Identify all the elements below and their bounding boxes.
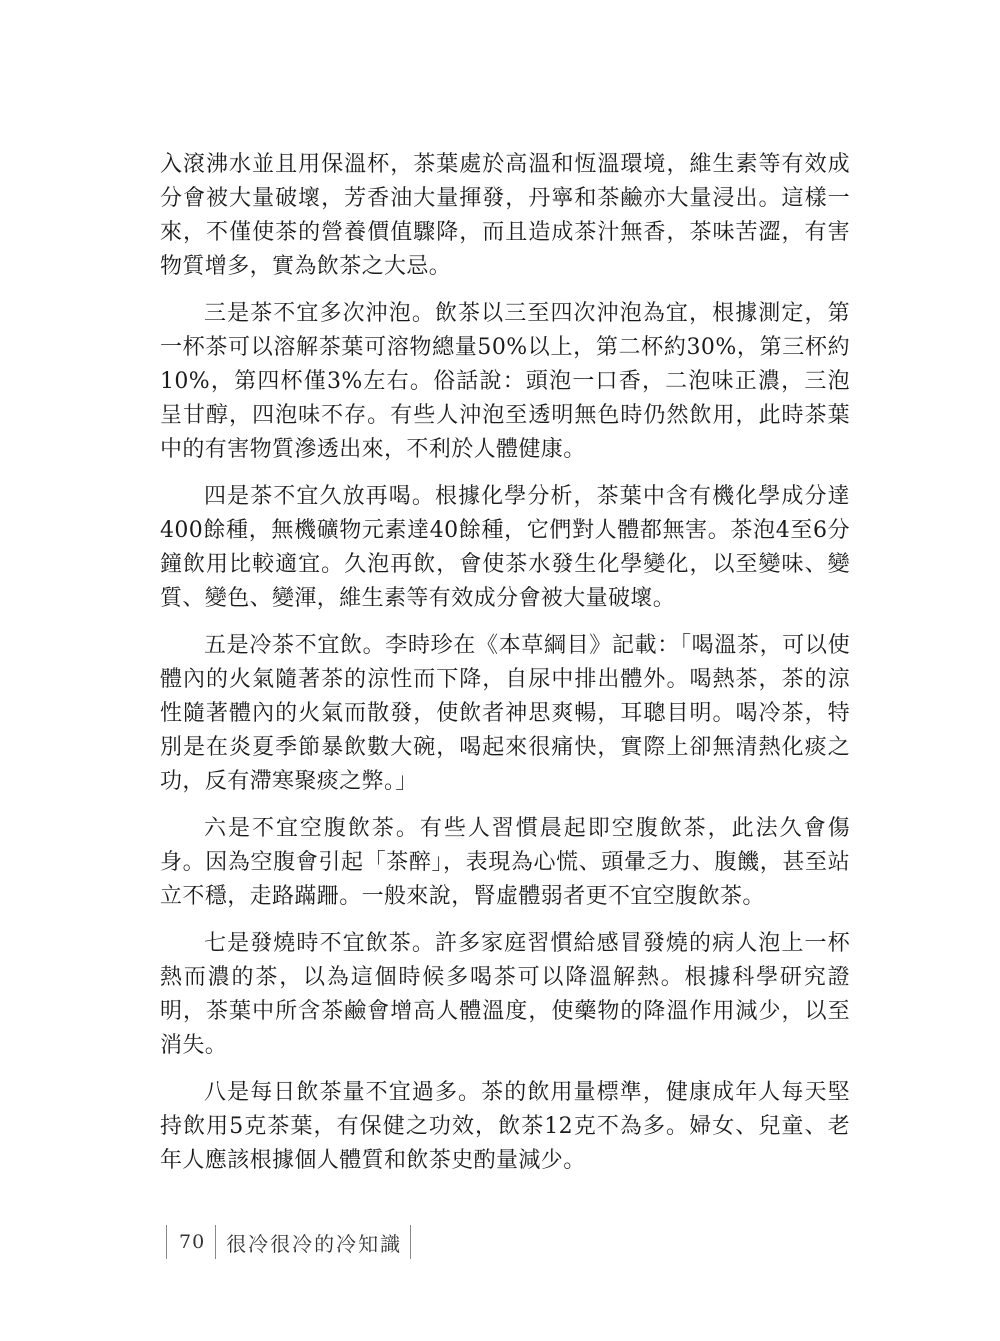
- paragraph-point-five: 五是冷茶不宜飲。李時珍在《本草綱目》記載：「喝溫茶，可以使體內的火氣隨著茶的涼性而下降，自尿中排出體外。喝熱茶，茶的涼性隨著體內的火氣而散發，使飲者神思爽暢，耳聰目明。喝冷茶，特別是在炎夏季節暴飲數大碗，喝起來很痛快，實際上卻無清熱化痰之功，反有滯寒聚痰之弊。」: [160, 633, 850, 794]
- paragraph-point-seven: 七是發燒時不宜飲茶。許多家庭習慣給感冒發燒的病人泡上一杯熱而濃的茶，以為這個時候多喝茶可以降溫解熱。根據科學研究證明，茶葉中所含茶鹼會增高人體溫度，使藥物的降溫作用減少，以至消失。: [160, 931, 850, 1058]
- running-head-title: 很冷很冷的冷知識: [226, 1231, 403, 1256]
- body-text: [160, 148, 850, 1178]
- paragraph-point-eight: 八是每日飲茶量不宜過多。茶的飲用量標準，健康成年人每天堅持飲用5克茶葉，有保健之功效，飲茶12克不為多。婦女、兒童、老年人應該根據個人體質和飲茶史酌量減少。: [160, 1080, 850, 1173]
- paragraph-point-six: 六是不宜空腹飲茶。有些人習慣晨起即空腹飲茶，此法久會傷身。因為空腹會引起「茶醉」，表現為心慌、頭暈乏力、腹饑，甚至站立不穩，走路蹣跚。一般來說，腎虛體弱者更不宜空腹飲茶。: [160, 816, 850, 909]
- paragraph-point-three: 三是茶不宜多次沖泡。飲茶以三至四次沖泡為宜，根據測定，第一杯茶可以溶解茶葉可溶物總量50%以上，第二杯約30%，第三杯約10%，第四杯僅3%左右。俗話說：頭泡一口香，二泡味正濃，三泡呈甘醇，四泡味不存。有些人沖泡至透明無色時仍然飲用，此時茶葉中的有害物質滲透出來，不利於人體健康。: [160, 301, 850, 462]
- paragraph-continued: 入滾沸水並且用保溫杯，茶葉處於高溫和恆溫環境，維生素等有效成分會被大量破壞，芳香油大量揮發，丹寧和茶鹼亦大量浸出。這樣一來，不僅使茶的營養價值驟降，而且造成茶汁無香，茶味苦澀，有害物質增多，實為飲茶之大忌。: [160, 152, 850, 279]
- footer-divider-right: [410, 1225, 411, 1259]
- page-number: 70: [179, 1231, 206, 1253]
- paragraph-point-four: 四是茶不宜久放再喝。根據化學分析，茶葉中含有機化學成分達400餘種，無機礦物元素達40餘種，它們對人體都無害。茶泡4至6分鐘飲用比較適宜。久泡再飲，會使茶水發生化學變化，以至變味、變質、變色、變渾，維生素等有效成分會被大量破壞。: [160, 484, 850, 611]
- page-footer: [166, 1222, 411, 1262]
